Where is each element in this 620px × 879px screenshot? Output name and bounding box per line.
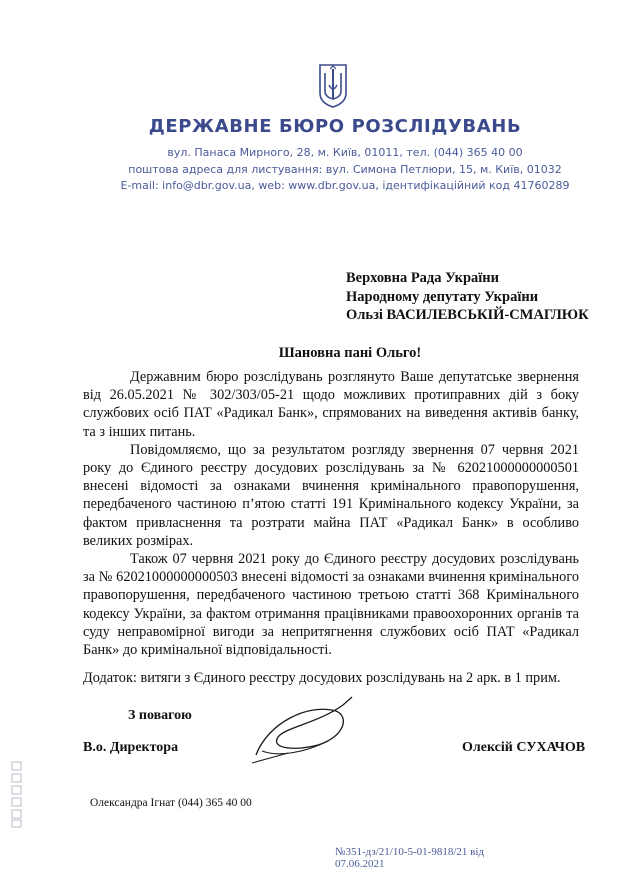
- registration-line-2: 07.06.2021: [335, 858, 385, 870]
- executor-contact: Олександра Ігнат (044) 365 40 00: [90, 797, 252, 809]
- paragraph: Повідомляємо, що за результатом розгляду звернення 07 червня 2021 року до Єдиного реєстру досудових розслідувань за № 62021000000000501 внесені відомості за ознаками вчинення кримінального правопорушення, передбаченого частиною п’ятою статті 191 Кримінального кодексу України, за фактом привласнення та розтрати майна ПАТ «Радикал Банк» в особливо великих розмірах.: [83, 441, 579, 549]
- signer-name: Олексій СУХАЧОВ: [462, 740, 586, 755]
- contact-line: E-mail: info@dbr.gov.ua, web: www.dbr.gov.ua, ідентифікаційний код 41760289: [120, 179, 570, 192]
- side-stamp-mark: [10, 760, 24, 830]
- letter-body: [83, 368, 579, 687]
- registration-line-1: №351-дз/21/10-5-01-9818/21 від: [335, 846, 484, 858]
- paragraph: Також 07 червня 2021 року до Єдиного реєстру досудових розслідувань за № 62021000000000503 внесені відомості за ознаками вчинення кримінального правопорушення, передбаченого частиною третьою статті 368 Кримінального кодексу України, за фактом отримання працівниками правоохоронних органів та суду неправомірної вигоди за непритягнення службових осіб ПАТ «Радикал Банк» до кримінальної відповідальності.: [83, 551, 579, 659]
- addressee-line-1: Верховна Рада України: [346, 270, 499, 286]
- attachment-note: Додаток: витяги з Єдиного реєстру досудових розслідувань на 2 арк. в 1 прим.: [83, 670, 561, 687]
- salutation: Шановна пані Ольго!: [278, 345, 422, 361]
- addressee-line-2: Народному депутату України: [346, 289, 539, 305]
- registration-number: [335, 846, 484, 870]
- closing-regards: З повагою: [128, 708, 192, 723]
- addressee-line-3: Ользі ВАСИЛЕВСЬКІЙ-СМАГЛЮК: [346, 307, 589, 323]
- trident-icon: [318, 63, 348, 108]
- signer-position: В.о. Директора: [83, 740, 179, 755]
- organization-name: ДЕРЖАВНЕ БЮРО РОЗСЛІДУВАНЬ: [148, 116, 522, 137]
- handwritten-signature-icon: [248, 693, 358, 768]
- postal-address-line: поштова адреса для листування: вул. Симона Петлюри, 15, м. Київ, 01032: [128, 163, 562, 176]
- paragraph: Державним бюро розслідувань розглянуто Ваше депутатське звернення від 26.05.2021 № 302/303/05-21 щодо можливих протиправних дій з боку службових осіб ПАТ «Радикал Банк», спрямованих на виведення активів банку, та з інших питань.: [83, 369, 579, 440]
- address-line: вул. Панаса Мирного, 28, м. Київ, 01011, тел. (044) 365 40 00: [167, 146, 523, 159]
